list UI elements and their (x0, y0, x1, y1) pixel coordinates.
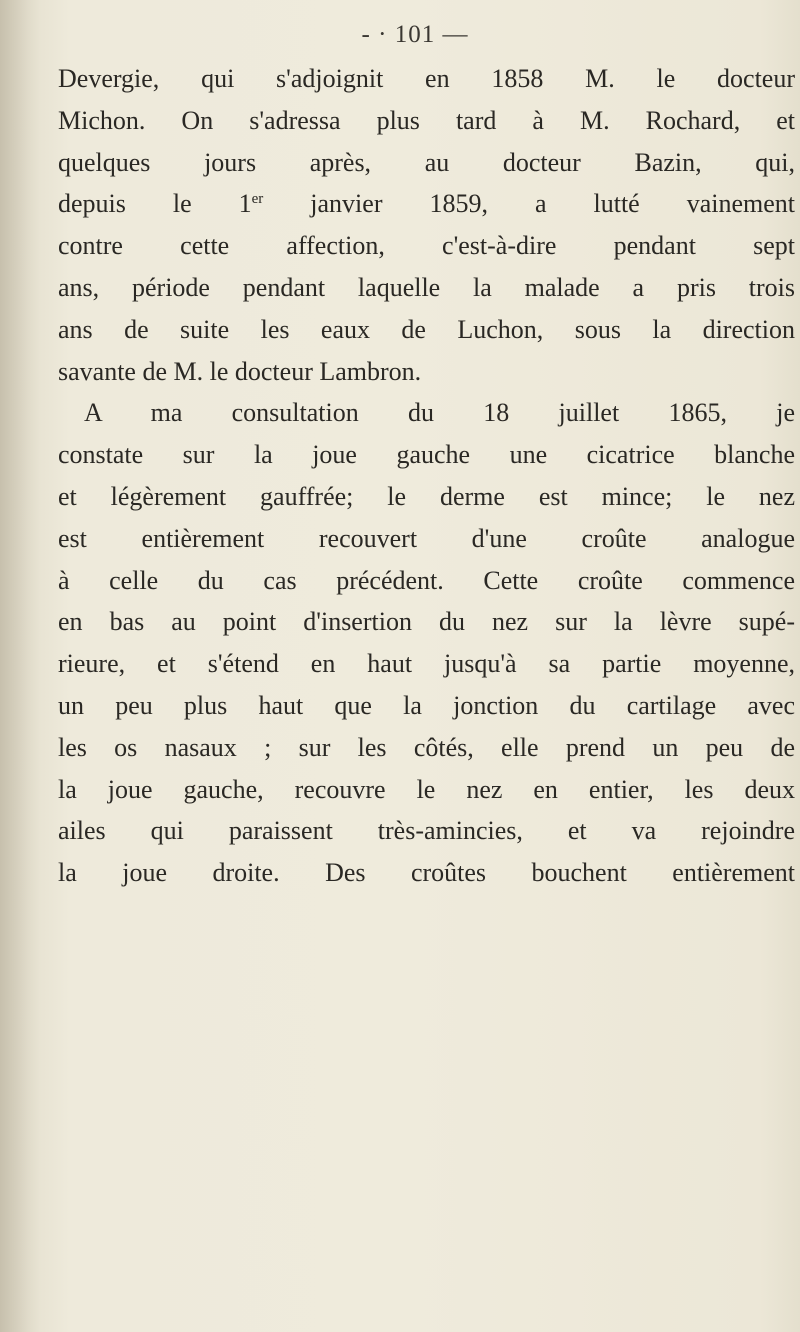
text-line-16: un peu plus haut que la jonction du cartilage avec (58, 690, 795, 720)
text-line-19: ailes qui paraissent très-amincies, et va rejoindre (58, 816, 795, 846)
text-line-10: constate sur la joue gauche une cicatrice blanche (58, 440, 795, 470)
text-line-18: la joue gauche, recouvre le nez en entier, les deux (58, 774, 795, 804)
ordinal-superscript: er (251, 191, 264, 208)
text-line-2: Michon. On s'adressa plus tard à M. Rochard, et (58, 105, 795, 135)
text-line-4-start: depuis le 1 (58, 189, 252, 219)
text-line-5: contre cette affection, c'est-à-dire pendant sept (58, 231, 795, 261)
text-line-12: est entièrement recouvert d'une croûte analogue (58, 523, 795, 553)
page-number-text: - · 101 — (361, 21, 469, 48)
text-line-20: la joue droite. Des croûtes bouchent entièrement (58, 858, 795, 888)
text-line-4-end: janvier 1859, a lutté vainement (263, 189, 795, 219)
text-line-3: quelques jours après, au docteur Bazin, qui, (58, 147, 795, 177)
text-line-14: en bas au point d'insertion du nez sur la lèvre supé- (58, 607, 795, 637)
text-line-15: rieure, et s'étend en haut jusqu'à sa partie moyenne, (58, 649, 795, 679)
page-number (0, 21, 800, 49)
text-line-6: ans, période pendant laquelle la malade a pris trois (58, 272, 795, 302)
text-line-1: Devergie, qui s'adjoignit en 1858 M. le docteur (58, 64, 795, 93)
binding-gutter-shadow (0, 0, 40, 1332)
text-line-17: les os nasaux ; sur les côtés, elle prend un peu de (58, 732, 795, 762)
text-line-11: et légèrement gauffrée; le derme est mince; le nez (58, 481, 795, 511)
text-line-13: à celle du cas précédent. Cette croûte commence (58, 565, 795, 595)
text-line-4 (58, 183, 795, 225)
text-line-9: A ma consultation du 18 juillet 1865, je (84, 398, 795, 428)
body-text (58, 58, 795, 894)
text-line-7: ans de suite les eaux de Luchon, sous la direction (58, 314, 795, 344)
text-line-8: savante de M. le docteur Lambron. (58, 356, 422, 386)
